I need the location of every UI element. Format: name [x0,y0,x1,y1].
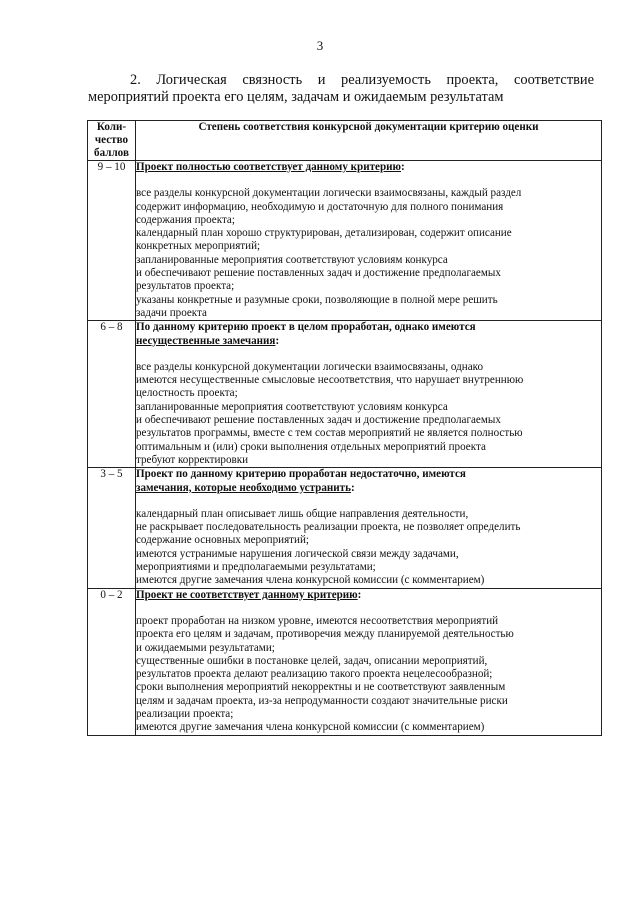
criterion-line: имеются другие замечания члена конкурсной комиссии (с комментарием) [136,574,485,587]
criterion-title-text [136,335,601,348]
criterion-line: требуют корректировки [136,453,249,466]
criterion-line: запланированные мероприятия соответствуют условиям конкурса [136,400,448,413]
score-header-line: чество [94,134,129,146]
criterion-line: содержания проекта; [136,213,235,226]
criterion-line: сроки выполнения мероприятий некорректны и не соответствуют заявленным [136,681,506,694]
criterion-line: содержит информацию, необходимую и достаточную для полного понимания [136,200,504,213]
score-header-line: Коли- [96,121,127,133]
criterion-line: оптимальным и (или) сроки выполнения отдельных мероприятий проекта [136,440,486,453]
criterion-title-text: По данному критерию проект в целом проработан, однако имеются [136,321,476,334]
table-row [88,321,602,468]
criterion-line: указаны конкретные и разумные сроки, позволяющие в полной мере решить [136,293,498,306]
criterion-description [136,468,602,588]
criterion-line: результатов проекта делают реализацию такого проекта нецелесообразной; [136,668,493,681]
criterion-line: мероприятиями и предполагаемыми результатами; [136,561,376,574]
criterion-line: проект проработан на низком уровне, имеются несоответствия мероприятий [136,614,499,627]
criterion-line: не раскрывает последовательность реализации проекта, не позволяет определить [136,521,521,534]
criterion-line: имеются другие замечания члена конкурсной комиссии (с комментарием) [136,721,485,734]
criterion-description [136,588,602,735]
criterion-title-text [136,482,601,495]
criterion-line: календарный план описывает лишь общие направления деятельности, [136,507,469,520]
table-row [88,468,602,588]
criterion-line: и обеспечивают решение поставленных задач и достижение предполагаемых [136,267,501,280]
criterion-title-text: замечания, которые необходимо устранить [136,481,351,494]
criterion-description [136,321,602,468]
criterion-title-colon: : [350,481,355,494]
criterion-line: имеются несущественные смысловые несоответствия, что нарушает внутреннюю [136,374,524,387]
criterion-title [136,589,601,602]
criterion-line: календарный план хорошо структурирован, детализирован, содержит описание [136,227,512,240]
criterion-title-colon: : [275,334,280,347]
criterion-line: и обеспечивают решение поставленных задач и достижение предполагаемых [136,414,501,427]
section-heading [88,72,594,106]
score-range: 9 – 10 [88,161,136,321]
criterion-line: запланированные мероприятия соответствуют условиям конкурса [136,253,448,266]
criterion-line: содержание основных мероприятий; [136,534,309,547]
criterion-line: и ожидаемыми результатами; [136,641,275,654]
table-row [88,161,602,321]
score-header-line: баллов [94,147,129,159]
criterion-title [136,468,601,495]
criterion-line: целостность проекта; [136,387,238,400]
criterion-title-text: Проект по данному критерию проработан недостаточно, имеются [136,468,466,481]
criteria-table [87,120,602,736]
criterion-line: проекта его целям и задачам, противоречия между планируемой деятельностью [136,628,514,641]
criterion-line: результатов программы, вместе с тем состав мероприятий не является полностью [136,427,523,440]
criterion-line: реализации проекта; [136,707,234,720]
table-row [88,588,602,735]
criterion-line: конкретных мероприятий; [136,240,261,253]
criterion-title [136,161,601,174]
table-header-row [88,121,602,161]
score-range: 0 – 2 [88,588,136,735]
description-column-header: Степень соответствия конкурсной документации критерию оценки [136,121,602,161]
score-range: 6 – 8 [88,321,136,468]
section-heading-line-2: мероприятий проекта его целям, задачам и ожидаемым результатам [88,89,504,105]
criterion-description [136,161,602,321]
section-heading-line-1: 2. Логическая связность и реализуемость проекта, соответствие [130,72,594,88]
score-column-header [88,121,136,161]
criterion-line: результатов проекта; [136,280,235,293]
page-number: 3 [316,38,324,53]
criterion-title-text: Проект не соответствует данному критерию [136,588,358,601]
criterion-line: существенные ошибки в постановке целей, задач, описании мероприятий, [136,654,488,667]
criterion-line: имеются устранимые нарушения логической связи между задачами, [136,547,459,560]
criterion-title-text: Проект полностью соответствует данному критерию [136,161,402,173]
criterion-title [136,321,601,348]
criterion-title-colon: : [401,161,405,173]
criterion-line: все разделы конкурсной документации логически взаимосвязаны, однако [136,360,484,373]
criterion-line: задачи проекта [136,306,207,319]
score-range: 3 – 5 [88,468,136,588]
criterion-title-colon: : [357,588,362,601]
criterion-line: целям и задачам проекта, из-за непродуманности создают значительные риски [136,694,508,707]
criterion-line: все разделы конкурсной документации логически взаимосвязаны, каждый раздел [136,187,522,200]
criterion-title-text: несущественные замечания [136,334,276,347]
